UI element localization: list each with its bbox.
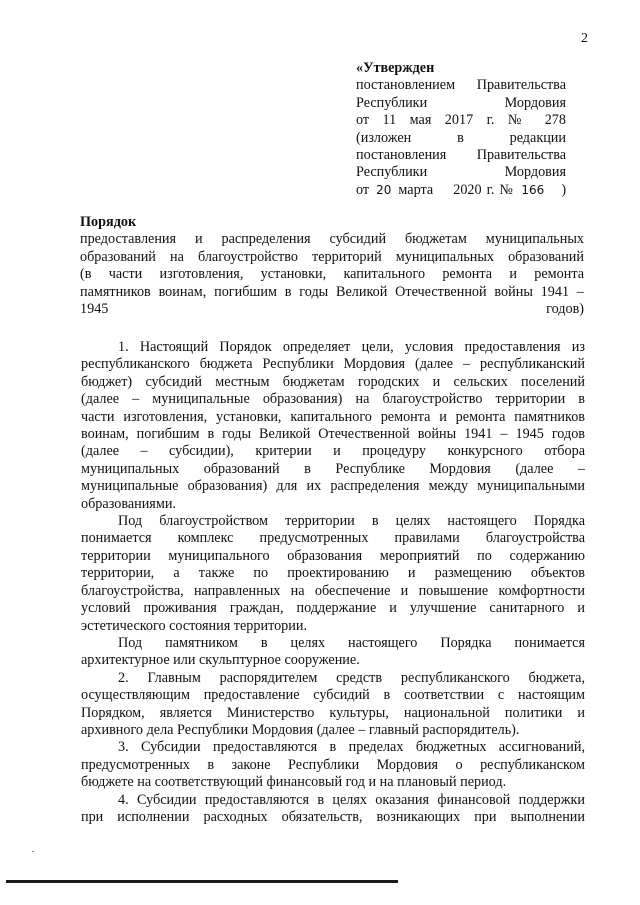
date-number: 166 [521, 182, 545, 197]
approval-line: постановлением Правительства [356, 77, 566, 94]
body-line: бюджете на соответствующий финансовый год и на плановый период. [81, 774, 507, 791]
body-line: части изготовления, установки, капитального ремонта и ремонта памятников [81, 408, 585, 425]
body-line: 4. Субсидии предоставляются в целях оказания финансовой поддержки [118, 791, 585, 808]
body-line: бюджет) субсидий местным бюджетам городских и сельских поселений [81, 373, 585, 390]
body-line: республиканского бюджета Республики Мордовия (далее – республиканский [81, 356, 585, 373]
body-line: архивного дела Республики Мордовия (далее – главный распорядитель). [81, 721, 520, 738]
paragraph-4 [81, 670, 585, 740]
title-line: (в части изготовления, установки, капитального ремонта и ремонта [80, 266, 584, 283]
body-line: территории, а также по проектированию и размещению объектов [81, 565, 585, 582]
body-line: осуществляющим предоставление субсидий в соответствии с настоящим [81, 687, 585, 704]
title-line: образований на благоустройство территорий муниципальных образований [80, 248, 584, 265]
approval-line: Республики Мордовия [356, 164, 566, 181]
body-line: Под памятником в целях настоящего Порядка понимается [118, 634, 585, 651]
paragraph-2 [81, 513, 585, 635]
approval-line: «Утвержден [356, 60, 435, 76]
document-body [81, 339, 585, 826]
title-heading: Порядок [80, 214, 137, 230]
body-line: образованиями. [81, 495, 176, 512]
body-line: Порядком, является Министерство культуры, национальной политики и [81, 704, 585, 721]
page-number: 2 [581, 31, 588, 46]
approval-line: Республики Мордовия [356, 94, 566, 111]
scan-speck [32, 851, 34, 852]
title-line: памятников воинам, погибшим в годы Великой Отечественной войны 1941 – [80, 283, 584, 300]
date-suffix: ) [561, 181, 566, 198]
body-line: благоустройства, направленных на обеспечение и повышение комфортности [81, 582, 585, 599]
approval-stamp [356, 60, 566, 199]
body-line: (далее – муниципальные образования) на благоустройство территории в [81, 391, 585, 408]
paragraph-5 [81, 739, 585, 791]
paragraph-1 [81, 339, 585, 513]
paragraph-6 [81, 792, 585, 827]
body-line: понимается комплекс предусмотренных правилами благоустройства [81, 530, 585, 547]
body-line: муниципальных образований в Республике Мордовия (далее – [81, 460, 585, 477]
document-title [80, 214, 584, 318]
body-line: предусмотренных в законе Республики Мордовия о республиканском [81, 756, 585, 773]
title-line: 1945 годов) [80, 301, 584, 318]
body-line: Под благоустройством территории в целях настоящего Порядка [118, 513, 585, 530]
body-line: эстетического состояния территории. [81, 617, 308, 634]
body-line: условий проживания граждан, поддержание и улучшение санитарного и [81, 600, 585, 617]
date-prefix: от [356, 181, 370, 198]
body-line: 2. Главным распорядителем средств республиканского бюджета, [118, 669, 585, 686]
body-line: (далее – субсидии), критерии и процедуру конкурсного отбора [81, 443, 585, 460]
title-line: предоставления и распределения субсидий бюджетам муниципальных [80, 231, 584, 248]
date-year: 2020 г. № [453, 181, 515, 198]
body-line: муниципальные образования) для их распределения между муниципальными [81, 478, 585, 495]
approval-line: (изложен в редакции [356, 129, 566, 146]
paragraph-3 [81, 635, 585, 670]
date-month: марта [398, 181, 434, 198]
body-line: 1. Настоящий Порядок определяет цели, условия предоставления из [118, 339, 585, 355]
approval-line: постановления Правительства [356, 147, 566, 164]
date-day: 20 [376, 182, 392, 197]
body-line: архитектурное или скульптурное сооружение. [81, 652, 360, 669]
body-line: воинам, погибшим в годы Великой Отечественной войны 1941 – 1945 годов [81, 426, 585, 443]
body-line: 3. Субсидии предоставляются в пределах бюджетных ассигнований, [118, 739, 585, 756]
approval-line: от 11 мая 2017 г. № 278 [356, 112, 566, 129]
body-line: территории муниципального образования мероприятий по содержанию [81, 547, 585, 564]
scan-edge-line [6, 880, 398, 883]
approval-date-line [356, 182, 566, 199]
body-line: при исполнении расходных обязательств, возникающих при выполнении [81, 808, 585, 825]
